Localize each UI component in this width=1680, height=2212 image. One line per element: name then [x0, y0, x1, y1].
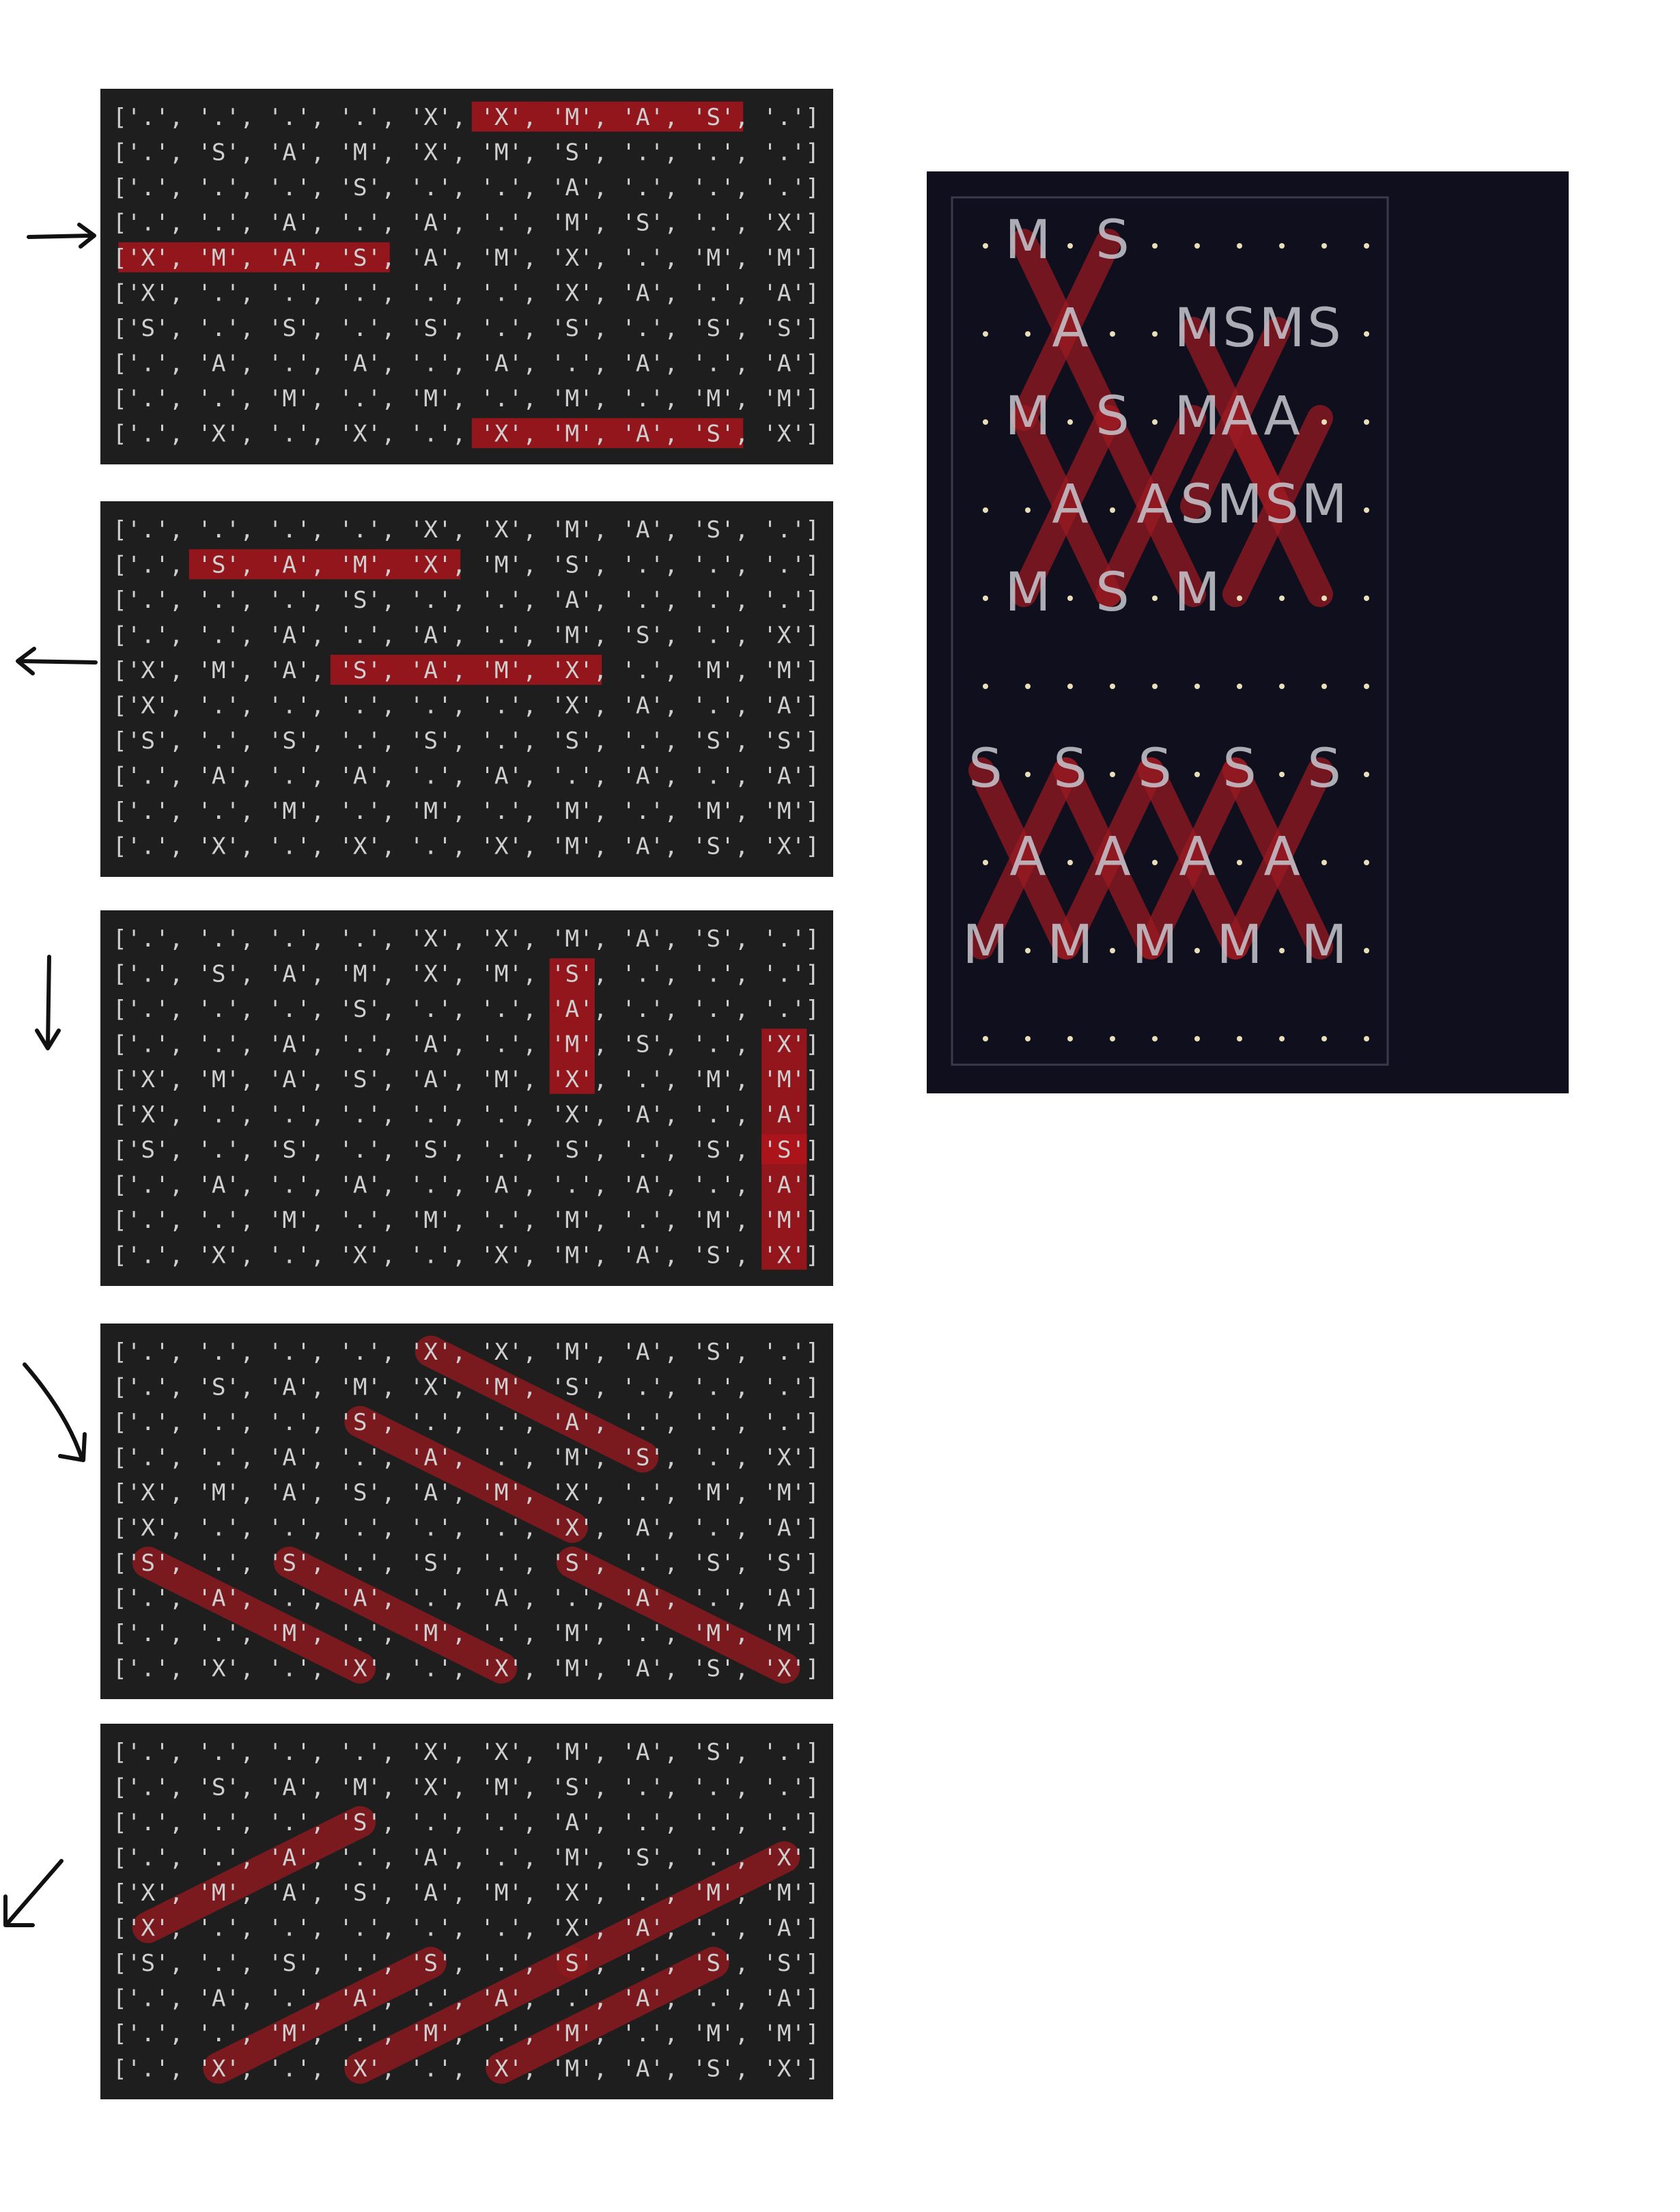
x-mas-dot [1025, 507, 1031, 513]
x-mas-dot [1067, 596, 1073, 601]
x-mas-letter: A [1009, 826, 1046, 888]
x-mas-letter: M [1216, 474, 1263, 535]
grid-row-0: ['.', '.', '.', '.', 'X', 'X', 'M', 'A', 'S', '.'] [113, 103, 820, 131]
x-mas-dot [1237, 243, 1242, 249]
x-mas-dot [1364, 684, 1369, 689]
x-mas-dot [1194, 948, 1200, 953]
x-mas-dot [1321, 596, 1327, 601]
x-mas-letter: S [1095, 210, 1130, 271]
x-mas-dot [1194, 684, 1200, 689]
x-mas-dot [1152, 1036, 1158, 1041]
x-mas-letter: M [1132, 914, 1178, 976]
x-mas-dot [1110, 331, 1115, 337]
grid-row-6: ['S', '.', 'S', '.', 'S', '.', 'S', '.', 'S', 'S'] [113, 314, 820, 342]
grid-row-3: ['.', '.', 'A', '.', 'A', '.', 'M', 'S', '.', 'X'] [113, 1844, 820, 1872]
x-mas-dot [983, 1036, 988, 1041]
highlight-down-right-0 [431, 1352, 643, 1457]
word-search-panel-left [100, 501, 833, 877]
x-mas-letter: M [1047, 914, 1093, 976]
grid-row-5: ['X', '.', '.', '.', '.', '.', 'X', 'A', '.', 'A'] [113, 1914, 820, 1942]
x-mas-dot [1110, 507, 1115, 513]
grid-row-6: ['S', '.', 'S', '.', 'S', '.', 'S', '.', 'S', 'S'] [113, 1136, 820, 1164]
grid-row-8: ['.', '.', 'M', '.', 'M', '.', 'M', '.', 'M', 'M'] [113, 1619, 820, 1647]
grid-row-2: ['.', '.', '.', 'S', '.', '.', 'A', '.', '.', '.'] [113, 586, 820, 614]
x-mas-dot [983, 596, 988, 601]
grid-row-3: ['.', '.', 'A', '.', 'A', '.', 'M', 'S', '.', 'X'] [113, 1444, 820, 1472]
x-mas-dot [1025, 684, 1031, 689]
grid-row-2: ['.', '.', '.', 'S', '.', '.', 'A', '.', '.', '.'] [113, 1408, 820, 1436]
x-mas-dot [983, 507, 988, 513]
arrow-right-icon [26, 215, 101, 259]
x-mas-dot [1110, 948, 1115, 953]
x-mas-letter: S [1307, 738, 1341, 800]
word-search-panel-down-right [100, 1324, 833, 1699]
x-mas-dot [1364, 331, 1369, 337]
x-mas-dot [1194, 1036, 1200, 1041]
x-mas-dot [1152, 684, 1158, 689]
x-mas-dot [1067, 684, 1073, 689]
grid-row-7: ['.', 'A', '.', 'A', '.', 'A', '.', 'A', '.', 'A'] [113, 1584, 820, 1612]
x-mas-dot [1067, 1036, 1073, 1041]
x-mas-letter: M [1005, 386, 1051, 447]
grid-row-1: ['.', 'S', 'A', 'M', 'X', 'M', 'S', '.', '.', '.'] [113, 960, 820, 988]
grid-row-4: ['X', 'M', 'A', 'S', 'A', 'M', 'X', '.', 'M', 'M'] [113, 1065, 820, 1093]
grid-row-1: ['.', 'S', 'A', 'M', 'X', 'M', 'S', '.', '.', '.'] [113, 1373, 820, 1401]
grid-row-4: ['X', 'M', 'A', 'S', 'A', 'M', 'X', '.', 'M', 'M'] [113, 244, 820, 272]
x-mas-dot [983, 684, 988, 689]
grid-row-0: ['.', '.', '.', '.', 'X', 'X', 'M', 'A', 'S', '.'] [113, 1738, 820, 1766]
x-mas-dot [1364, 1036, 1369, 1041]
grid-row-5: ['X', '.', '.', '.', '.', '.', 'X', 'A', '.', 'A'] [113, 692, 820, 720]
x-mas-dot [1321, 684, 1327, 689]
x-mas-dot [1364, 419, 1369, 425]
x-mas-dot [1152, 243, 1158, 249]
grid-row-3: ['.', '.', 'A', '.', 'A', '.', 'M', 'S', '.', 'X'] [113, 209, 820, 237]
grid-row-1: ['.', 'S', 'A', 'M', 'X', 'M', 'S', '.', '.', '.'] [113, 1774, 820, 1802]
x-mas-dot [1364, 596, 1369, 601]
x-mas-letter: S [1053, 738, 1087, 800]
x-mas-dot [1279, 948, 1285, 953]
x-mas-letter: S [1222, 298, 1257, 359]
grid-row-1: ['.', 'S', 'A', 'M', 'X', 'M', 'S', '.', '.', '.'] [113, 551, 820, 579]
x-mas-letter: A [1052, 474, 1089, 535]
grid-row-8: ['.', '.', 'M', '.', 'M', '.', 'M', '.', 'M', 'M'] [113, 384, 820, 412]
grid-row-5: ['X', '.', '.', '.', '.', '.', 'X', 'A', '.', 'A'] [113, 279, 820, 307]
x-mas-dot [1321, 1036, 1327, 1041]
word-search-panel-down [100, 910, 833, 1286]
grid-row-6: ['S', '.', 'S', '.', 'S', '.', 'S', '.', 'S', 'S'] [113, 1949, 820, 1977]
grid-row-0: ['.', '.', '.', '.', 'X', 'X', 'M', 'A', 'S', '.'] [113, 516, 820, 544]
grid-row-3: ['.', '.', 'A', '.', 'A', '.', 'M', 'S', '.', 'X'] [113, 621, 820, 649]
arrow-down-right-icon [19, 1359, 94, 1471]
x-mas-letter: M [1259, 298, 1305, 359]
x-mas-letter: M [1174, 298, 1220, 359]
x-mas-dot [1237, 684, 1242, 689]
x-mas-letter: S [1265, 474, 1299, 535]
x-mas-letter: M [962, 914, 1009, 976]
x-mas-letter: A [1221, 386, 1258, 447]
word-search-panel-down-left [100, 1724, 833, 2099]
x-mas-letter: M [1005, 562, 1051, 624]
grid-row-9: ['.', 'X', '.', 'X', '.', 'X', 'M', 'A', 'S', 'X'] [113, 1655, 820, 1683]
grid-row-5: ['X', '.', '.', '.', '.', '.', 'X', 'A', '.', 'A'] [113, 1514, 820, 1542]
x-mas-letter: A [1263, 386, 1300, 447]
x-mas-dot [1237, 860, 1242, 865]
x-mas-dot [1025, 772, 1031, 777]
grid-row-3: ['.', '.', 'A', '.', 'A', '.', 'M', 'S', '.', 'X'] [113, 1031, 820, 1059]
arrow-down-left-icon [0, 1854, 75, 1939]
x-mas-dot [1110, 684, 1115, 689]
x-mas-letter: A [1094, 826, 1131, 888]
grid-row-8: ['.', '.', 'M', '.', 'M', '.', 'M', '.', 'M', 'M'] [113, 797, 820, 825]
x-mas-letter: M [1301, 914, 1347, 976]
x-mas-dot [1279, 1036, 1285, 1041]
grid-row-4: ['X', 'M', 'A', 'S', 'A', 'M', 'X', '.', 'M', 'M'] [113, 1879, 820, 1907]
grid-row-7: ['.', 'A', '.', 'A', '.', 'A', '.', 'A', '.', 'A'] [113, 1171, 820, 1199]
x-mas-letter: S [1138, 738, 1172, 800]
x-mas-dot [983, 331, 988, 337]
x-mas-dot [1364, 860, 1369, 865]
x-mas-dot [1067, 419, 1073, 425]
x-mas-dot [983, 419, 988, 425]
grid-row-2: ['.', '.', '.', 'S', '.', '.', 'A', '.', '.', '.'] [113, 173, 820, 201]
x-mas-letter: A [1136, 474, 1173, 535]
grid-row-2: ['.', '.', '.', 'S', '.', '.', 'A', '.', '.', '.'] [113, 1808, 820, 1836]
x-mas-letter: M [1301, 474, 1347, 535]
grid-row-0: ['.', '.', '.', '.', 'X', 'X', 'M', 'A', 'S', '.'] [113, 925, 820, 953]
x-mas-dot [1152, 860, 1158, 865]
x-mas-dot [1364, 243, 1369, 249]
x-mas-dot [1025, 1036, 1031, 1041]
x-mas-letter: M [1174, 562, 1220, 624]
x-mas-dot [1321, 860, 1327, 865]
grid-row-7: ['.', 'A', '.', 'A', '.', 'A', '.', 'A', '.', 'A'] [113, 350, 820, 378]
grid-row-2: ['.', '.', '.', 'S', '.', '.', 'A', '.', '.', '.'] [113, 995, 820, 1023]
x-mas-dot [1194, 772, 1200, 777]
x-mas-letter: M [1005, 210, 1051, 271]
x-mas-letter: A [1052, 298, 1089, 359]
x-mas-letter: S [1095, 386, 1130, 447]
grid-row-8: ['.', '.', 'M', '.', 'M', '.', 'M', '.', 'M', 'M'] [113, 1206, 820, 1234]
grid-row-1: ['.', 'S', 'A', 'M', 'X', 'M', 'S', '.', '.', '.'] [113, 139, 820, 167]
word-search-panel-right [100, 89, 833, 464]
x-mas-dot [1152, 331, 1158, 337]
x-mas-dot [1025, 331, 1031, 337]
x-mas-dot [1321, 243, 1327, 249]
x-mas-dot [1025, 948, 1031, 953]
x-mas-dot [1279, 243, 1285, 249]
grid-row-6: ['S', '.', 'S', '.', 'S', '.', 'S', '.', 'S', 'S'] [113, 1549, 820, 1577]
x-mas-dot [1110, 772, 1115, 777]
x-mas-dot [1152, 596, 1158, 601]
arrow-left-icon [12, 641, 101, 684]
x-mas-dot [1279, 596, 1285, 601]
highlight-down-right-1 [360, 1422, 572, 1528]
x-mas-letter: A [1263, 826, 1300, 888]
x-mas-dot [1152, 419, 1158, 425]
grid-row-4: ['X', 'M', 'A', 'S', 'A', 'M', 'X', '.', 'M', 'M'] [113, 656, 820, 684]
grid-row-0: ['.', '.', '.', '.', 'X', 'X', 'M', 'A', 'S', '.'] [113, 1338, 820, 1366]
x-mas-dot [1067, 860, 1073, 865]
highlight-down-right-4 [572, 1563, 785, 1668]
x-mas-dot [1364, 772, 1369, 777]
x-mas-panel [927, 171, 1569, 1093]
arrow-down-icon [27, 953, 68, 1058]
grid-row-7: ['.', 'A', '.', 'A', '.', 'A', '.', 'A', '.', 'A'] [113, 1985, 820, 2013]
x-mas-letter: S [1095, 562, 1130, 624]
x-mas-dot [1279, 772, 1285, 777]
grid-row-5: ['X', '.', '.', '.', '.', '.', 'X', 'A', '.', 'A'] [113, 1101, 820, 1129]
x-mas-dot [1364, 507, 1369, 513]
x-mas-dot [983, 860, 988, 865]
x-mas-letter: A [1179, 826, 1216, 888]
x-mas-letter: S [1307, 298, 1341, 359]
grid-row-4: ['X', 'M', 'A', 'S', 'A', 'M', 'X', '.', 'M', 'M'] [113, 1479, 820, 1507]
grid-row-9: ['.', 'X', '.', 'X', '.', 'X', 'M', 'A', 'S', 'X'] [113, 420, 820, 448]
x-mas-dot [983, 243, 988, 249]
x-mas-letter: M [1216, 914, 1263, 976]
x-mas-dot [1321, 419, 1327, 425]
x-mas-dot [1110, 1036, 1115, 1041]
highlight-down-left-1 [572, 1857, 785, 1963]
x-mas-letter: M [1174, 386, 1220, 447]
x-mas-dot [1067, 243, 1073, 249]
x-mas-dot [1237, 1036, 1242, 1041]
grid-row-7: ['.', 'A', '.', 'A', '.', 'A', '.', 'A', '.', 'A'] [113, 762, 820, 790]
x-mas-dot [1364, 948, 1369, 953]
grid-row-8: ['.', '.', 'M', '.', 'M', '.', 'M', '.', 'M', 'M'] [113, 2019, 820, 2047]
x-mas-letter: S [968, 738, 1003, 800]
highlight-down-left-0 [148, 1822, 361, 1928]
grid-row-9: ['.', 'X', '.', 'X', '.', 'X', 'M', 'A', 'S', 'X'] [113, 2055, 820, 2083]
grid-row-9: ['.', 'X', '.', 'X', '.', 'X', 'M', 'A', 'S', 'X'] [113, 1242, 820, 1270]
x-mas-dot [1237, 596, 1242, 601]
x-mas-dot [1279, 684, 1285, 689]
grid-row-9: ['.', 'X', '.', 'X', '.', 'X', 'M', 'A', 'S', 'X'] [113, 832, 820, 860]
x-mas-letter: S [1180, 474, 1214, 535]
grid-row-6: ['S', '.', 'S', '.', 'S', '.', 'S', '.', 'S', 'S'] [113, 727, 820, 755]
x-mas-letter: S [1222, 738, 1257, 800]
x-mas-dot [1194, 243, 1200, 249]
